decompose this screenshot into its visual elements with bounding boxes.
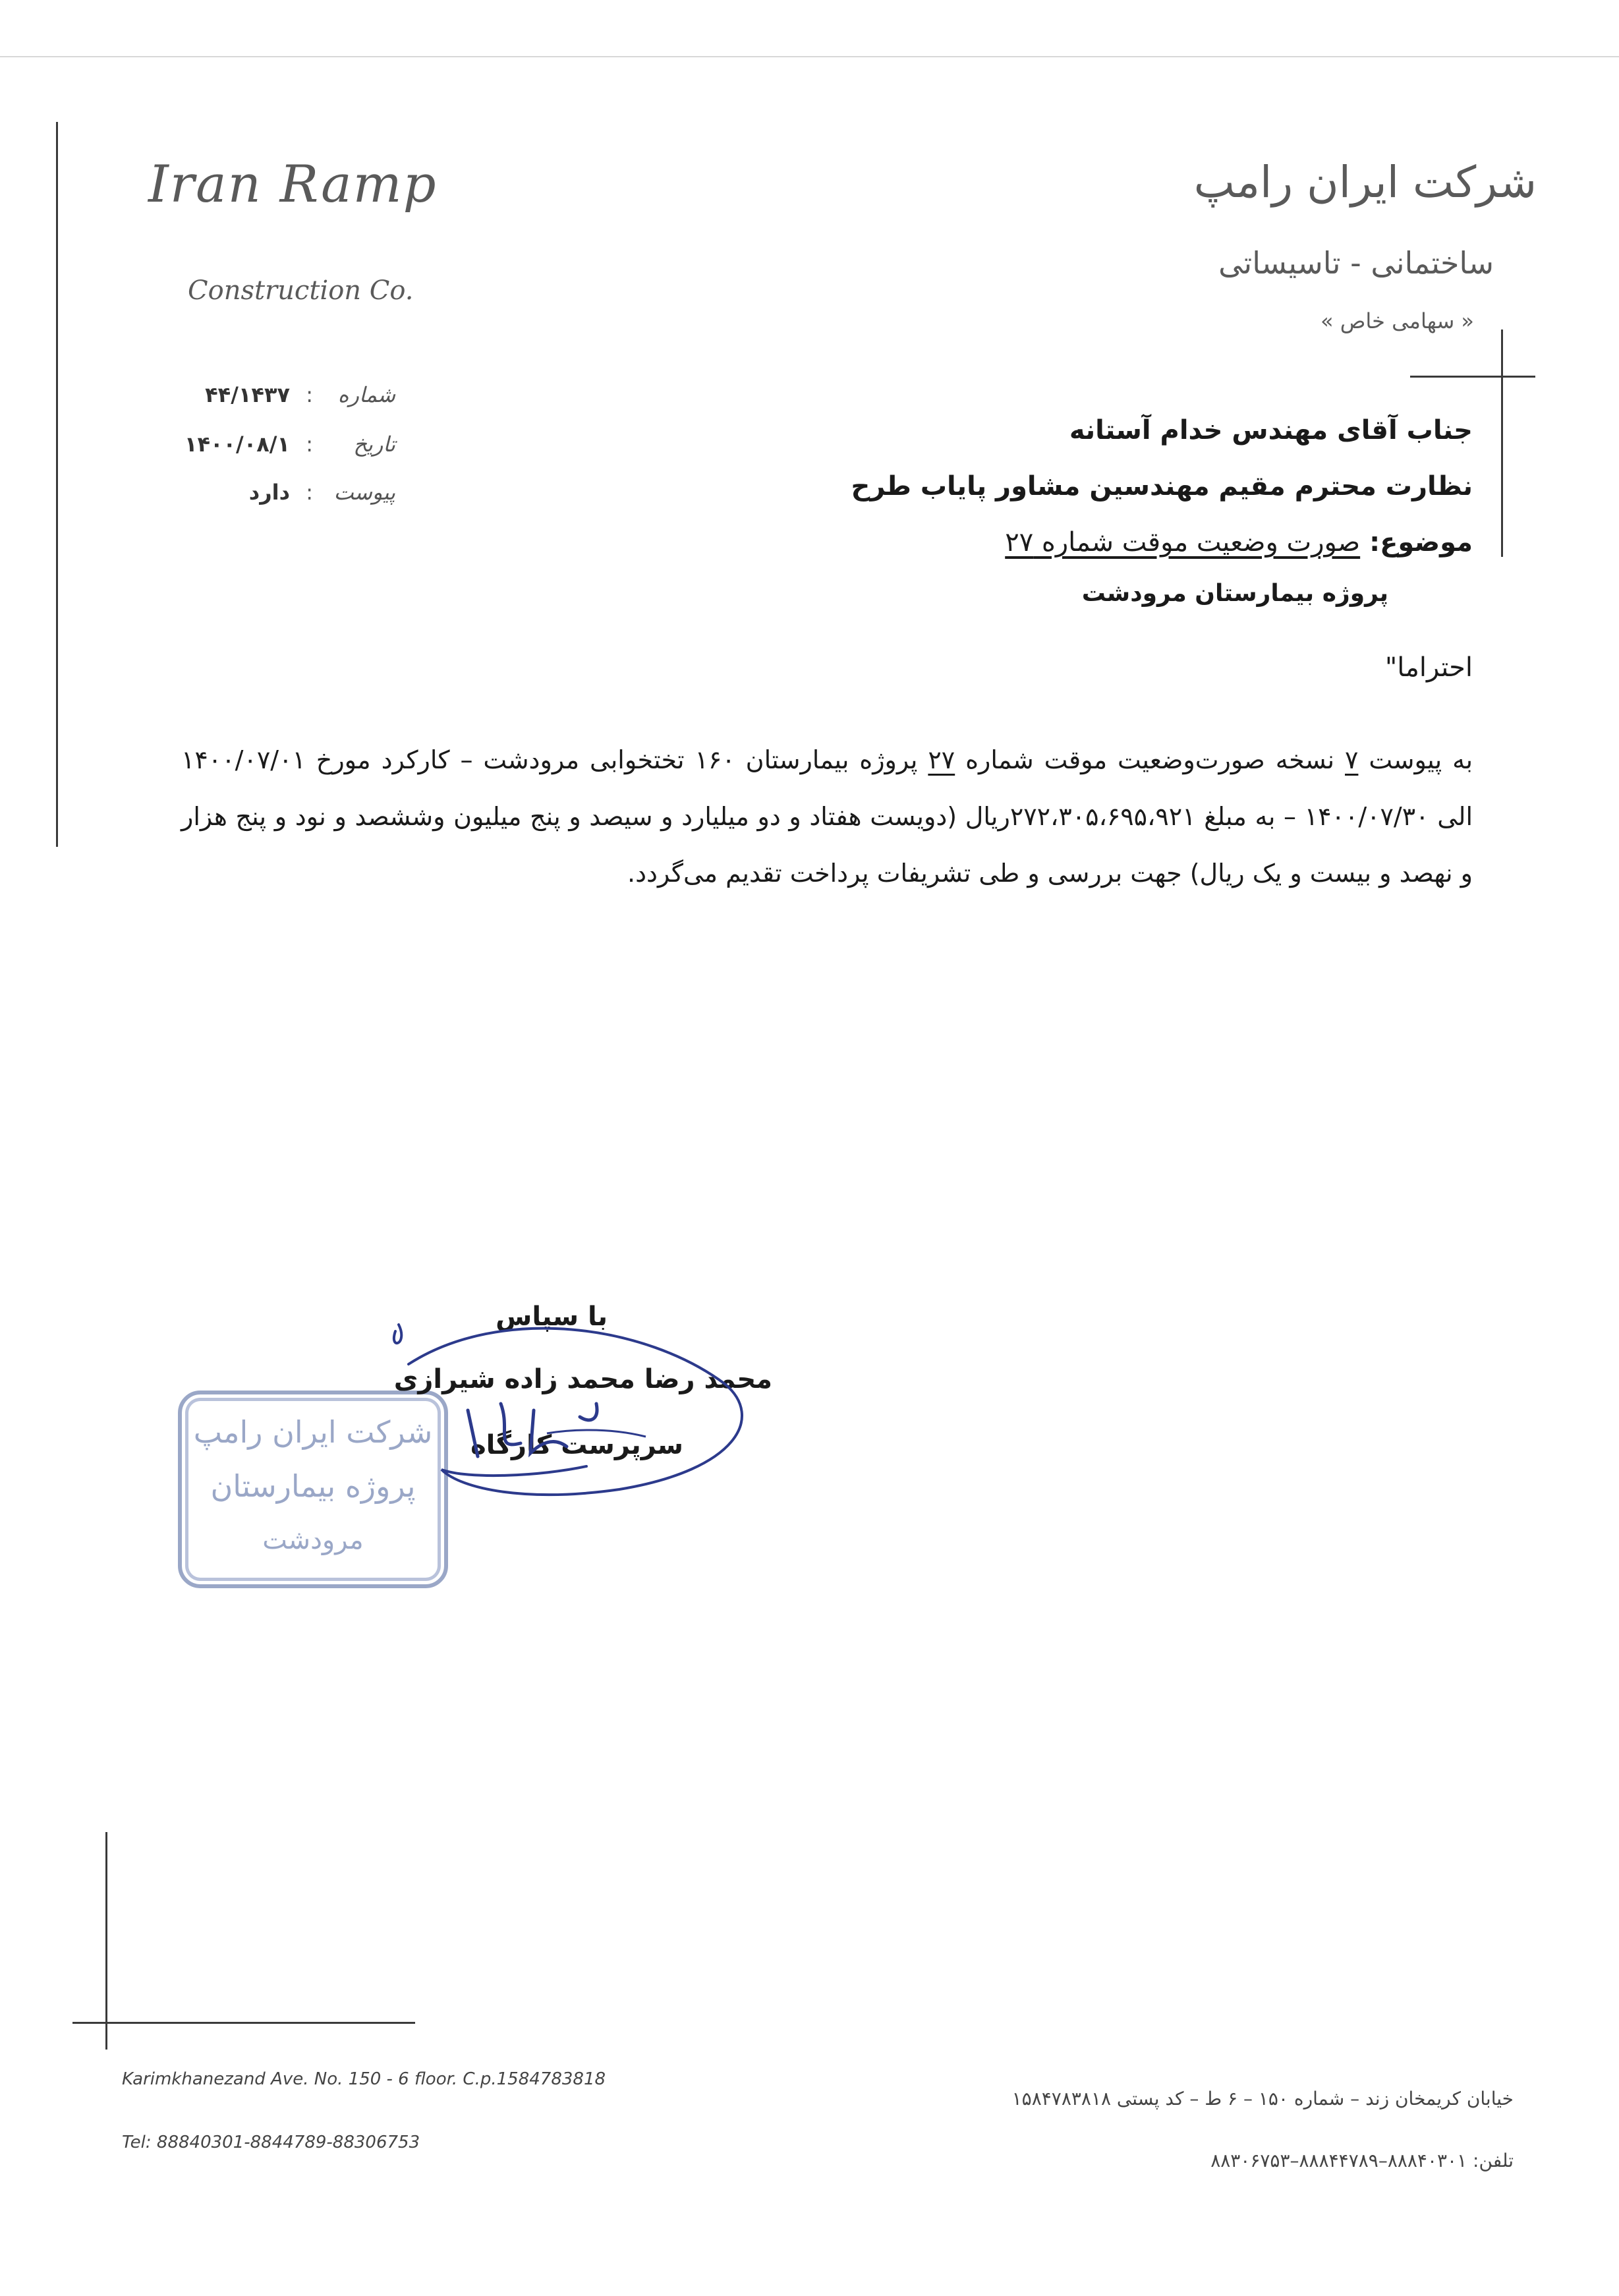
handwritten-signature	[369, 1311, 778, 1509]
body-part1: به پیوست	[1358, 745, 1473, 774]
addressee-line2: نظارت محترم مقیم مهندسین مشاور پایاب طرح	[851, 471, 1473, 502]
number-colon: :	[306, 382, 313, 407]
stamp-line2: پروژه بیمارستان	[210, 1468, 416, 1504]
project-name: پروژه بیمارستان مرودشت	[1081, 580, 1388, 607]
body-paragraph	[181, 732, 1473, 902]
date-colon: :	[306, 432, 313, 457]
attachment-colon: :	[306, 480, 313, 505]
attachment-label: پیوست	[333, 480, 395, 505]
stamp-line1: شرکت ایران رامپ	[193, 1414, 433, 1450]
stamp-line3: مرودشت	[262, 1525, 364, 1555]
company-sub-en: Construction Co.	[188, 275, 414, 306]
right-header-rule	[1410, 376, 1535, 378]
meta-attachment	[165, 480, 395, 519]
meta-date	[165, 432, 395, 471]
addressee-line1: جناب آقای مهندس خدام آستانه	[1069, 415, 1473, 445]
footer-horizontal-line	[72, 2022, 415, 2024]
copies-count: ۷	[1345, 745, 1359, 774]
left-margin-line	[56, 122, 58, 847]
date-value: ۱۴۰۰/۰۸/۱	[184, 432, 290, 457]
body-part2: نسخه صورت‌وضعیت موقت شماره	[955, 745, 1345, 774]
footer-vertical-line	[105, 1832, 107, 2050]
closing-text: با سپاس	[496, 1302, 608, 1332]
company-name-fa: شرکت ایران رامپ	[1193, 157, 1537, 208]
subject-label: موضوع:	[1369, 527, 1473, 558]
footer-address-fa: خیابان کریمخان زند – شماره ۱۵۰ – ۶ ط – کد پستی ۱۵۸۴۷۸۳۸۱۸	[1011, 2088, 1514, 2109]
number-label: شماره	[337, 382, 395, 407]
date-label: تاریخ	[353, 432, 395, 457]
greeting: احتراما"	[1384, 652, 1473, 683]
company-name-en: Iran Ramp	[148, 155, 438, 214]
signer-title: سرپرست کارگاه	[470, 1430, 683, 1460]
attachment-value: دارد	[248, 480, 290, 505]
meta-number	[165, 382, 395, 422]
signer-name: محمد رضا محمد زاده شیرازی	[393, 1364, 772, 1394]
footer-address-en: Karimkhanezand Ave. No. 150 - 6 floor. C.p.1584783818	[122, 2069, 606, 2089]
number-value: ۴۴/۱۴۳۷	[205, 382, 290, 407]
company-sub-fa: ساختمانی - تاسیساتی	[1218, 245, 1494, 281]
footer-tel-en: Tel: 88840301-8844789-88306753	[122, 2133, 420, 2152]
subject-line	[1005, 527, 1473, 558]
right-margin-line	[1501, 330, 1503, 557]
body-part3: پروژه بیمارستان ۱۶۰ تختخوابی مرودشت – کارکرد مورخ ۱۴۰۰/۰۷/۰۱ الی ۱۴۰۰/۰۷/۳۰ – به مبلغ ۲۷۲،۳۰۵،۶۹۵،۹۲۱ریال (دویست هفتاد و دو میلیارد و سیصد و پنج میلیون وششصد و نود و پنج هزار و نهصد و بیست و یک ریال) جهت بررسی و طی تشریفات پرداخت تقدیم می‌گردد.	[181, 745, 1473, 888]
footer-tel-fa: تلفن: ۸۸۸۴۰۳۰۱–۸۸۸۴۴۷۸۹–۸۸۳۰۶۷۵۳	[1210, 2150, 1514, 2171]
statement-number: ۲۷	[928, 745, 955, 774]
subject-value: صورت وضعیت موقت شماره ۲۷	[1005, 527, 1361, 558]
company-type-fa: « سهامی خاص »	[1320, 308, 1474, 333]
top-border-line	[0, 56, 1619, 57]
